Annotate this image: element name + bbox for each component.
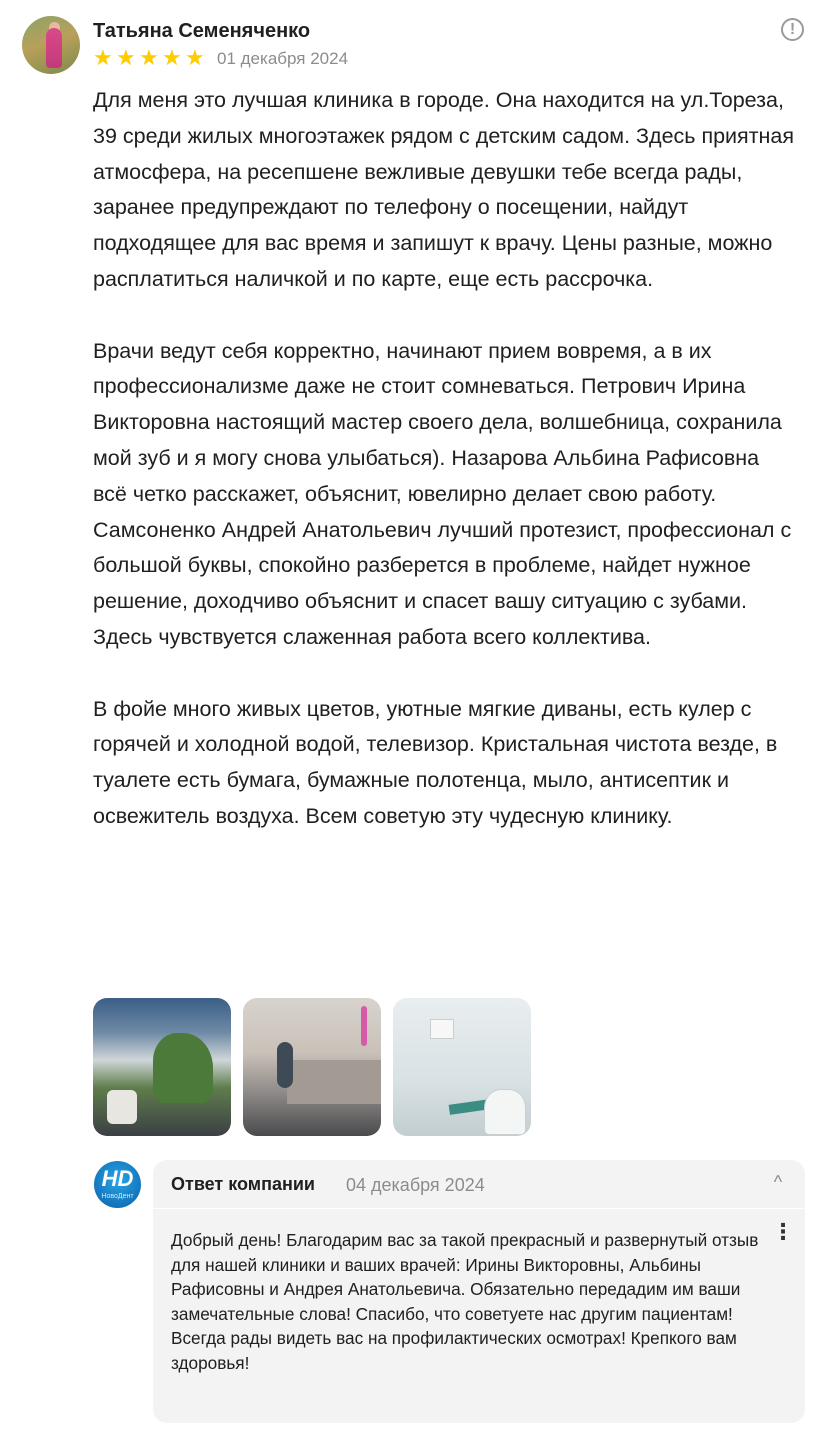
star-icon: ★ [116,45,136,70]
star-icon: ★ [185,45,205,70]
dispenser-shape [431,1020,453,1038]
response-title: Ответ компании [171,1174,315,1194]
plant-shape [153,1033,213,1103]
photo-thumbnail-reception[interactable] [243,998,381,1136]
rating-stars [93,47,206,68]
review-date: 01 декабря 2024 [217,49,349,68]
review-paragraph: В фойе много живых цветов, уютные мягкие диваны, есть кулер с горячей и холодной водой, телевизор. Кристальная чистота везде, в туалете есть бумага, бумажные полотенца, мыло, антисептик и освежитель воздуха. Всем советую эту чудесную клинику. [93,696,778,828]
toilet-shape [485,1090,525,1134]
person-shape [277,1042,293,1088]
review-author-name[interactable]: Татьяна Семеняченко [93,20,311,42]
avatar-figure-shape [46,28,62,68]
response-body [153,1208,805,1423]
desk-shape [287,1060,381,1104]
pot-shape [107,1090,137,1124]
review-photos [93,998,531,1136]
exclamation-circle-icon[interactable]: ! [781,18,804,41]
review-paragraph: Врачи ведут себя корректно, начинают прием вовремя, а в их профессионализме даже не стоит сомневаться. Петрович Ирина Викторовна настоящий мастер своего дела, волшебница, сохранила мой зуб и я могу снова улыбаться). Назарова Альбина Рафисовна всё четко расскажет, объяснит, ювелирно делает свою работу. Самсоненко Андрей Анатольевич лучший протезист, профессионал с большой буквы, спокойно разберется в проблеме, найдет нужное решение, доходчиво объяснит и спасет вашу ситуацию с зубами. Здесь чувствуется слаженная работа всего коллектива. [93,338,792,649]
response-date: 04 декабря 2024 [346,1175,485,1195]
photo-thumbnail-restroom[interactable] [393,998,531,1136]
author-avatar[interactable] [22,16,80,74]
star-icon: ★ [162,45,182,70]
response-text: Добрый день! Благодарим вас за такой прекрасный и развернутый отзыв для нашей клиники и ваших врачей: Ирины Викторовны, Альбины Рафисовны и Андрея Анатольевича. Обязательно передадим им ваши замечательные слова! Спасибо, что советуете нас другим пациентам! Всегда рады видеть вас на профилактических осмотрах! Крепкого вам здоровья! [171,1230,759,1373]
company-avatar[interactable] [94,1161,141,1208]
neon-shape [361,1006,367,1046]
company-response [153,1160,805,1422]
company-logo-brand: НовоДент [101,1193,134,1200]
star-icon: ★ [93,45,113,70]
photo-thumbnail-lobby[interactable] [93,998,231,1136]
review-paragraph: Для меня это лучшая клиника в городе. Она находится на ул.Тореза, 39 среди жилых многоэтажек рядом с детским садом. Здесь приятная атмосфера, на ресепшене вежливые девушки тебе всегда рады, заранее предупреждают по телефону о посещении, найдут подходящее для вас время и запишут к врачу. Цены разные, можно расплатиться наличкой и по карте, еще есть рассрочка. [93,88,795,291]
company-logo-monogram: HD [101,1166,134,1191]
more-vertical-icon[interactable]: ⋮ [772,1219,794,1244]
chevron-up-icon[interactable]: ^ [773,1172,783,1192]
star-icon: ★ [139,45,159,70]
review-text [93,83,798,871]
